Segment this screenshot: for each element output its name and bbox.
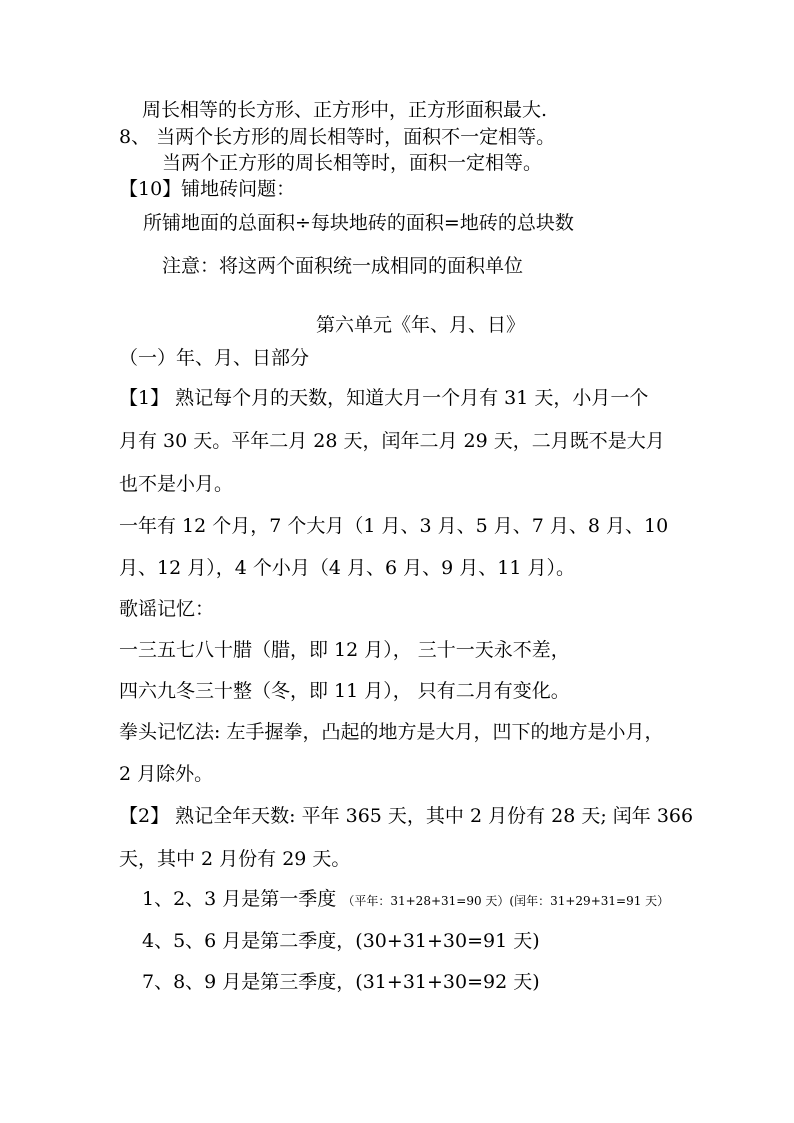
text-line: 也不是小月。: [119, 473, 234, 495]
text-line: 2 月除外。: [119, 763, 214, 785]
quarter-line: 4、5、6 月是第二季度，(30+31+30=91 天): [142, 930, 540, 952]
text-line: 月有 30 天。平年二月 28 天，闰年二月 29 天，二月既不是大月: [119, 430, 665, 452]
unit-title: 第六单元《年、月、日》: [316, 314, 526, 336]
quarter-label: 1、2、3 月是第一季度: [142, 888, 337, 910]
text-line: 【2】 熟记全年天数: 平年 365 天，其中 2 月份有 28 天; 闰年 366: [119, 805, 694, 827]
formula-line: 所铺地面的总面积÷每块地砖的面积=地砖的总块数: [143, 212, 574, 234]
text-line: 四六九冬三十整（冬，即 11 月）， 只有二月有变化。: [119, 680, 570, 702]
text-line: 拳头记忆法: 左手握拳，凸起的地方是大月，凹下的地方是小月，: [119, 721, 664, 743]
section-heading: 【10】铺地砖问题：: [119, 178, 296, 200]
text-line: 歌谣记忆：: [119, 598, 215, 620]
quarter-note: （平年：31+28+31=90 天）(闰年：31+29+31=91 天）: [342, 894, 670, 908]
quarter-line: 7、8、9 月是第三季度，(31+31+30=92 天): [142, 971, 540, 993]
note-line: 注意：将这两个面积统一成相同的面积单位: [162, 255, 524, 277]
text-line: 月、12 月），4 个小月（4 月、6 月、9 月、11 月）。: [119, 557, 575, 579]
text-line: 当两个正方形的周长相等时，面积一定相等。: [162, 152, 543, 174]
text-line: 8、 当两个长方形的周长相等时，面积不一定相等。: [119, 126, 556, 148]
text-line: 一三五七八十腊（腊，即 12 月）， 三十一天永不差，: [119, 639, 570, 661]
text-line: 【1】 熟记每个月的天数，知道大月一个月有 31 天，小月一个: [119, 387, 649, 409]
text-line: 天，其中 2 月份有 29 天。: [119, 848, 351, 870]
quarter-line: [142, 887, 669, 913]
text-line: 一年有 12 个月，7 个大月（1 月、3 月、5 月、7 月、8 月、10: [119, 515, 669, 537]
text-line: 周长相等的长方形、正方形中，正方形面积最大.: [142, 99, 548, 121]
subsection-heading: （一）年、月、日部分: [119, 347, 310, 369]
